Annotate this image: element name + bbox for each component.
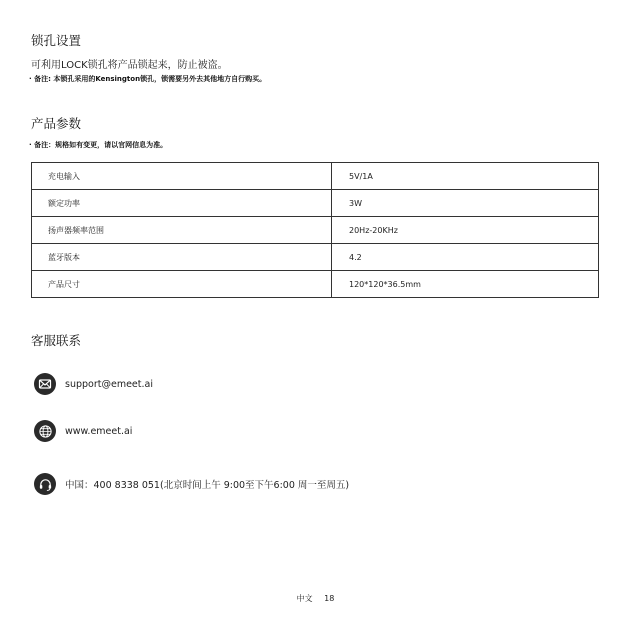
contact-section-title: 客服联系 — [31, 333, 82, 348]
spec-value: 5V/1A — [332, 163, 599, 190]
spec-value: 4.2 — [332, 244, 599, 271]
spec-label: 蓝牙版本 — [32, 244, 332, 271]
spec-value: 3W — [332, 190, 599, 217]
lock-note: · 备注: 本锁孔采用的Kensington锁孔，锁需要另外去其他地方自行购买。 — [29, 75, 267, 83]
mail-icon — [34, 373, 56, 395]
table-row — [32, 190, 599, 217]
spec-value: 20Hz-20KHz — [332, 217, 599, 244]
globe-icon — [34, 420, 56, 442]
phone-info: 中国：400 8338 051(北京时间上午 9:00至下午6:00 周一至周五) — [65, 480, 350, 491]
website-link[interactable]: www.emeet.ai — [65, 425, 133, 437]
lock-description: 可利用LOCK锁孔将产品锁起来，防止被盗。 — [31, 60, 228, 71]
table-row — [32, 163, 599, 190]
spec-label: 扬声器频率范围 — [32, 217, 332, 244]
specs-note: · 备注：规格如有变更，请以官网信息为准。 — [29, 141, 168, 149]
spec-label: 额定功率 — [32, 190, 332, 217]
headset-icon — [34, 473, 56, 495]
website-row — [34, 420, 132, 442]
spec-label: 充电输入 — [32, 163, 332, 190]
spec-value: 120*120*36.5mm — [332, 271, 599, 298]
page-number: 18 — [324, 594, 335, 603]
specs-table — [31, 162, 599, 298]
footer-language: 中文 — [296, 594, 313, 603]
table-row — [32, 244, 599, 271]
email-link[interactable]: support@emeet.ai — [65, 378, 153, 390]
lock-section-title: 锁孔设置 — [31, 33, 82, 48]
email-row — [34, 373, 153, 395]
table-row — [32, 271, 599, 298]
phone-row — [34, 473, 349, 495]
page-footer — [0, 593, 631, 604]
specs-section-title: 产品参数 — [31, 116, 82, 131]
spec-label: 产品尺寸 — [32, 271, 332, 298]
table-row — [32, 217, 599, 244]
